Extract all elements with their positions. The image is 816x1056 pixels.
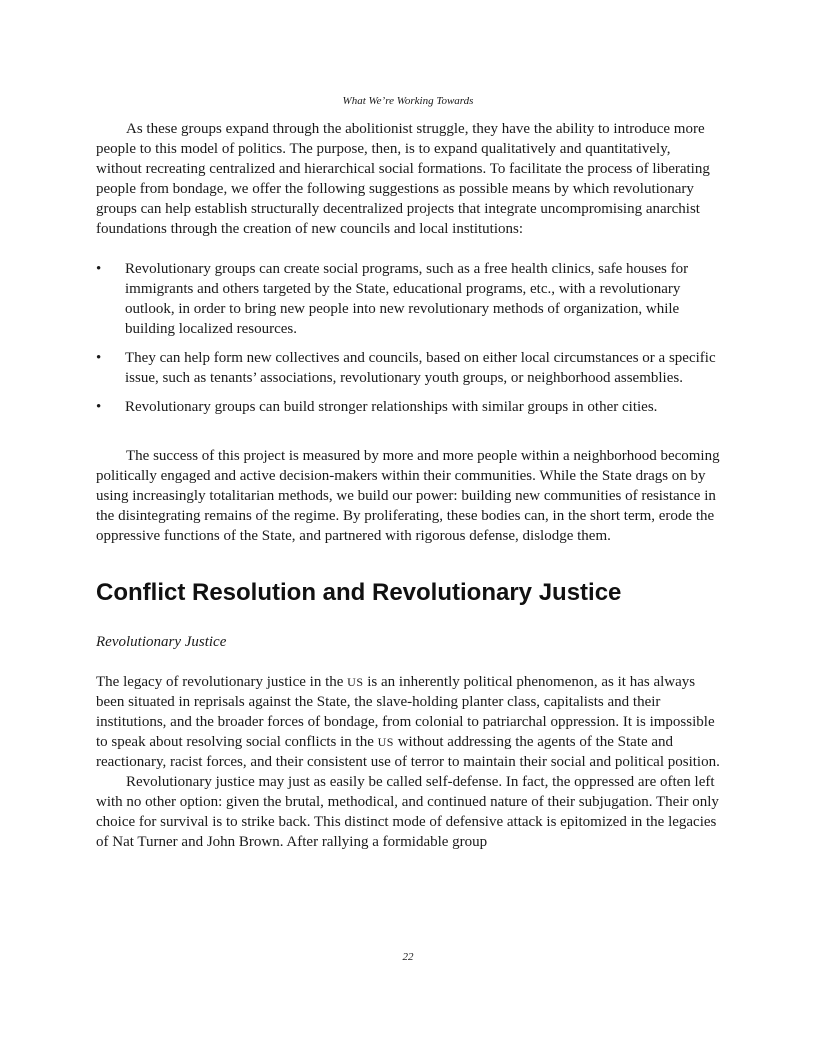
success-paragraph: The success of this project is measured by more and more people within a neighborhood becoming politically engaged and active decision-makers within their communities. While the State drags on by using increasingly totalitarian methods, we build our power: building new communities of resistance in the disintegrating remains of the regime. By proliferating, these bodies can, in the short term, erode the oppressive functions of the State, and partnered with rigorous defense, dislodge them.: [96, 448, 720, 544]
page-body: [96, 119, 720, 852]
us-abbreviation: US: [377, 735, 394, 749]
list-item-text: Revolutionary groups can build stronger relationships with similar groups in other cities.: [125, 399, 658, 415]
bullet-icon: •: [96, 399, 102, 415]
list-item-text: They can help form new collectives and councils, based on either local circumstances or a specific issue, such as tenants’ associations, revolutionary youth groups, or neighborhood assemblies.: [125, 350, 716, 386]
list-item: [96, 348, 720, 388]
legacy-paragraph: [96, 672, 720, 772]
suggestions-list: [96, 259, 720, 417]
list-item: [96, 259, 720, 339]
spacer: [96, 426, 720, 446]
list-item: [96, 397, 720, 417]
section-heading: Conflict Resolution and Revolutionary Justice: [96, 579, 622, 606]
intro-paragraph: As these groups expand through the abolitionist struggle, they have the ability to introduce more people to this model of politics. The purpose, then, is to expand qualitatively and quantitatively, without recreating centralized and hierarchical social formations. To facilitate the process of liberating people from bondage, we offer the following suggestions as possible means by which revolutionary groups can help establish structurally decentralized projects that integrate uncompromising anarchist foundations through the creation of new councils and local institutions:: [96, 121, 710, 237]
bullet-icon: •: [96, 350, 102, 366]
legacy-text-2: is an inherently political phenomenon, as it has always been situated in reprisals against the State, the slave-holding planter class, capitalists and their institutions, and the broader forces of bondage, from colonial to patriarchal oppression. It is impossible to speak about resolving social conflicts in the: [96, 674, 715, 750]
self-defense-paragraph: Revolutionary justice may just as easily be called self-defense. In fact, the oppressed are often left with no other option: given the brutal, methodical, and continued nature of their subjugation. Their only choice for survival is to strike back. This distinct mode of defensive attack is epitomized in the legacies of Nat Turner and John Brown. After rallying a formidable group: [96, 774, 719, 850]
us-abbreviation: US: [347, 675, 364, 689]
bullet-icon: •: [96, 261, 102, 277]
legacy-text-3: without addressing the agents of the State and reactionary, racist forces, and their consistent use of terror to maintain their social and political position.: [96, 734, 720, 770]
subheading: Revolutionary Justice: [96, 634, 227, 650]
legacy-text-1: The legacy of revolutionary justice in the: [96, 674, 348, 690]
document-page: [96, 0, 720, 1056]
running-head: What We’re Working Towards: [342, 95, 474, 107]
list-item-text: Revolutionary groups can create social programs, such as a free health clinics, safe houses for immigrants and others targeted by the State, educational programs, etc., with a revolutionary outlook, in order to bring new people into new revolutionary methods of organization, while building localized resources.: [125, 261, 689, 337]
page-number: 22: [402, 951, 414, 963]
